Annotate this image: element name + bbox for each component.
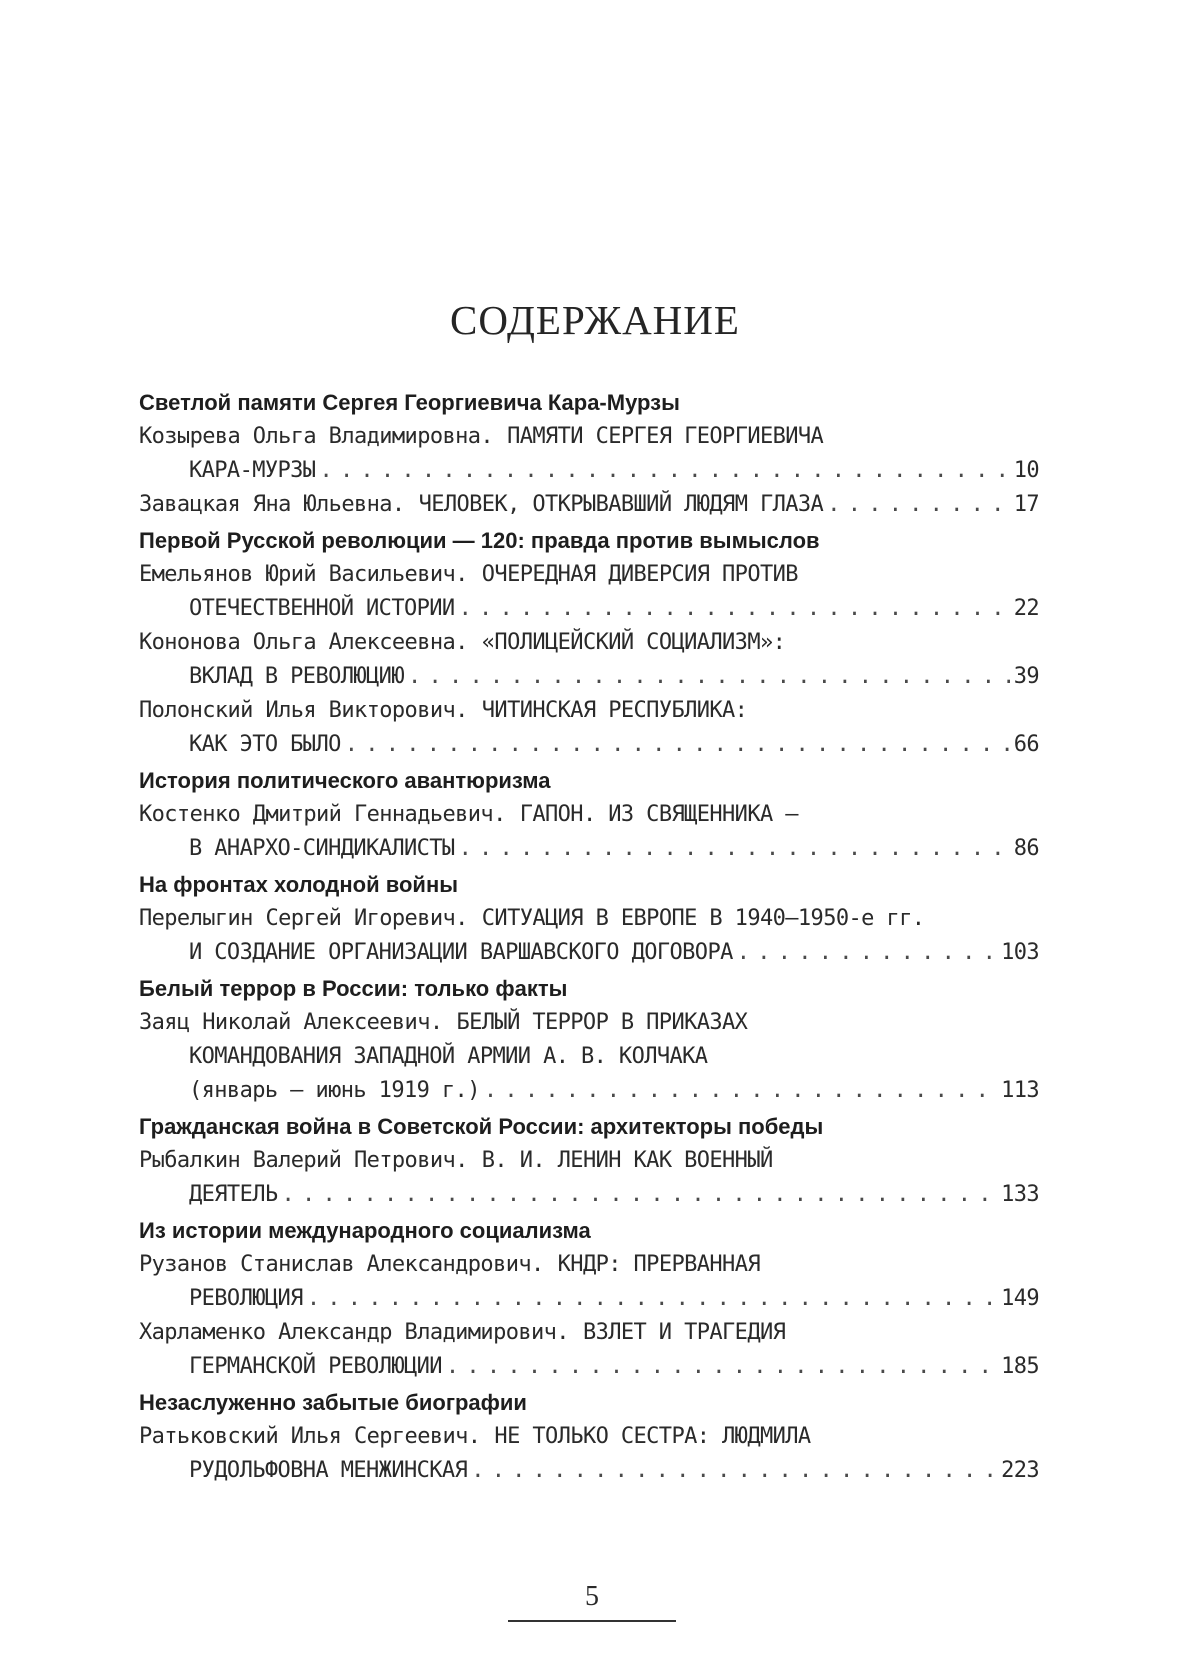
entry-title: КАРА-МУРЗЫ	[189, 458, 316, 483]
entry-line	[139, 1282, 1039, 1316]
table-of-contents	[139, 386, 1039, 1488]
entry-page-number: 86	[1013, 836, 1039, 861]
entry-line	[139, 1144, 1039, 1178]
entry-author: Полонский Илья Викторович.	[139, 698, 468, 723]
toc-section	[139, 764, 1039, 866]
toc-entry	[139, 420, 1039, 488]
toc-entry	[139, 694, 1039, 762]
entry-text	[139, 1252, 760, 1277]
entry-page-number: 66	[1013, 732, 1039, 757]
entry-line	[139, 798, 1039, 832]
toc-entry	[139, 488, 1039, 522]
entry-author: Харламенко Александр Владимирович.	[139, 1320, 569, 1345]
entry-line	[139, 936, 1039, 970]
entry-line	[139, 1178, 1039, 1212]
entry-line	[139, 1316, 1039, 1350]
entry-page-number: 39	[1013, 664, 1039, 689]
entry-line	[139, 728, 1039, 762]
entry-title: ПАМЯТИ СЕРГЕЯ ГЕОРГИЕВИЧА	[507, 424, 824, 449]
toc-section	[139, 524, 1039, 762]
entry-line	[139, 454, 1039, 488]
toc-section	[139, 972, 1039, 1108]
entry-title: (январь — июнь 1919 г.)	[189, 1078, 480, 1103]
toc-section	[139, 1110, 1039, 1212]
entry-title: КОМАНДОВАНИЯ ЗАПАДНОЙ АРМИИ А. В. КОЛЧАКА	[189, 1044, 708, 1069]
section-title: На фронтах холодной войны	[139, 872, 459, 897]
dot-leader	[282, 1178, 998, 1212]
section-title: Из истории международного социализма	[139, 1218, 591, 1243]
entry-text	[189, 660, 404, 694]
entry-title: «ПОЛИЦЕЙСКИЙ СОЦИАЛИЗМ»:	[481, 630, 786, 655]
toc-entry	[139, 558, 1039, 626]
toc-entry	[139, 626, 1039, 694]
entry-line	[139, 488, 1039, 522]
entry-author: Ратьковский Илья Сергеевич.	[139, 1424, 481, 1449]
dot-leader	[459, 592, 1010, 626]
entry-title: ЧИТИНСКАЯ РЕСПУБЛИКА:	[481, 698, 748, 723]
dot-leader	[471, 1454, 997, 1488]
dot-leader	[408, 660, 1010, 694]
entry-title: ВКЛАД В РЕВОЛЮЦИЮ	[189, 664, 404, 689]
toc-section	[139, 1214, 1039, 1384]
entry-line	[139, 1454, 1039, 1488]
entry-text	[189, 1350, 442, 1384]
entry-text	[189, 1282, 303, 1316]
toc-entry	[139, 902, 1039, 970]
entry-line	[139, 1074, 1039, 1108]
section-title: Светлой памяти Сергея Георгиевича Кара-Мурзы	[139, 390, 680, 415]
toc-entry	[139, 798, 1039, 866]
entry-title: И СОЗДАНИЕ ОРГАНИЗАЦИИ ВАРШАВСКОГО ДОГОВОРА	[189, 940, 733, 965]
entry-text	[189, 1074, 480, 1108]
dot-leader	[484, 1074, 997, 1108]
entry-author: Емельянов Юрий Васильевич.	[139, 562, 468, 587]
entry-text	[139, 906, 924, 931]
entry-author: Завацкая Яна Юльевна.	[139, 492, 405, 517]
entry-page-number: 17	[1013, 492, 1039, 517]
dot-leader	[446, 1350, 997, 1384]
entry-text	[189, 454, 315, 488]
section-title: История политического авантюризма	[139, 768, 551, 793]
page-number: 5	[585, 1581, 599, 1612]
entry-line	[139, 592, 1039, 626]
entry-title: В. И. ЛЕНИН КАК ВОЕННЫЙ	[481, 1148, 773, 1173]
entry-author: Перелыгин Сергей Игоревич.	[139, 906, 468, 931]
entry-text	[189, 728, 341, 762]
entry-title: НЕ ТОЛЬКО СЕСТРА: ЛЮДМИЛА	[494, 1424, 811, 1449]
entry-title: СИТУАЦИЯ В ЕВРОПЕ В 1940–1950-е гг.	[481, 906, 925, 931]
entry-line	[139, 420, 1039, 454]
entry-page-number: 113	[1001, 1078, 1039, 1103]
entry-line	[139, 902, 1039, 936]
entry-author: Рыбалкин Валерий Петрович.	[139, 1148, 468, 1173]
section-title: Незаслуженно забытые биографии	[139, 1390, 527, 1415]
entry-line	[139, 1420, 1039, 1454]
entry-text	[189, 1178, 278, 1212]
entry-page-number: 103	[1001, 940, 1039, 965]
section-title: Первой Русской революции — 120: правда против вымыслов	[139, 528, 820, 553]
entry-author: Козырева Ольга Владимировна.	[139, 424, 494, 449]
entry-title: ГАПОН. ИЗ СВЯЩЕННИКА —	[519, 802, 798, 827]
entry-text	[139, 562, 798, 587]
entry-line	[139, 626, 1039, 660]
entry-text	[139, 1010, 747, 1035]
toc-section	[139, 868, 1039, 970]
entry-text	[189, 592, 455, 626]
entry-text	[139, 1320, 785, 1345]
entry-text	[139, 1148, 773, 1173]
entry-author: Кононова Ольга Алексеевна.	[139, 630, 468, 655]
entry-page-number: 149	[1001, 1286, 1039, 1311]
toc-entry	[139, 1316, 1039, 1384]
entry-title: ЧЕЛОВЕК, ОТКРЫВАВШИЙ ЛЮДЯМ ГЛАЗА	[418, 492, 824, 517]
page-footer	[508, 1582, 676, 1622]
entry-line	[139, 660, 1039, 694]
page-title: СОДЕРЖАНИЕ	[450, 297, 740, 343]
entry-page-number: 133	[1001, 1182, 1039, 1207]
entry-page-number: 223	[1001, 1458, 1039, 1483]
dot-leader	[307, 1282, 997, 1316]
toc-entry	[139, 1248, 1039, 1316]
entry-line	[139, 558, 1039, 592]
entry-text	[139, 802, 798, 827]
entry-line	[139, 1040, 1039, 1074]
section-title: Белый террор в России: только факты	[139, 976, 568, 1001]
entry-title: БЕЛЫЙ ТЕРРОР В ПРИКАЗАХ	[456, 1010, 748, 1035]
entry-line	[139, 832, 1039, 866]
entry-text	[189, 1044, 707, 1069]
dot-leader	[319, 454, 1009, 488]
dot-leader	[737, 936, 997, 970]
entry-page-number: 185	[1001, 1354, 1039, 1379]
entry-title: КНДР: ПРЕРВАННАЯ	[557, 1252, 760, 1277]
dot-leader	[827, 488, 1009, 522]
entry-text	[139, 488, 823, 522]
entry-text	[189, 1454, 467, 1488]
entry-title: ВЗЛЕТ И ТРАГЕДИЯ	[582, 1320, 786, 1345]
entry-text	[139, 1424, 811, 1449]
entry-title: ГЕРМАНСКОЙ РЕВОЛЮЦИИ	[189, 1354, 442, 1379]
entry-author: Рузанов Станислав Александрович.	[139, 1252, 544, 1277]
entry-title: ДЕЯТЕЛЬ	[189, 1182, 278, 1207]
entry-page-number: 10	[1013, 458, 1039, 483]
entry-title: КАК ЭТО БЫЛО	[189, 732, 341, 757]
dot-leader	[459, 832, 1010, 866]
entry-text	[139, 698, 747, 723]
entry-title: ОЧЕРЕДНАЯ ДИВЕРСИЯ ПРОТИВ	[481, 562, 798, 587]
entry-author: Костенко Дмитрий Геннадьевич.	[139, 802, 506, 827]
entry-line	[139, 1248, 1039, 1282]
entry-line	[139, 1006, 1039, 1040]
footer-rule	[508, 1620, 676, 1622]
entry-text	[189, 936, 733, 970]
entry-author: Заяц Николай Алексеевич.	[139, 1010, 443, 1035]
entry-line	[139, 1350, 1039, 1384]
entry-text	[139, 424, 823, 449]
entry-line	[139, 694, 1039, 728]
entry-title: РЕВОЛЮЦИЯ	[189, 1286, 303, 1311]
toc-entry	[139, 1006, 1039, 1108]
toc-entry	[139, 1144, 1039, 1212]
entry-title: РУДОЛЬФОВНА МЕНЖИНСКАЯ	[189, 1458, 468, 1483]
entry-title: В АНАРХО-СИНДИКАЛИСТЫ	[189, 836, 455, 861]
toc-section	[139, 1386, 1039, 1488]
entry-page-number: 22	[1013, 596, 1039, 621]
toc-entry	[139, 1420, 1039, 1488]
toc-section	[139, 386, 1039, 522]
dot-leader	[345, 728, 1010, 762]
entry-title: ОТЕЧЕСТВЕННОЙ ИСТОРИИ	[189, 596, 455, 621]
section-title: Гражданская война в Советской России: архитекторы победы	[139, 1114, 824, 1139]
entry-text	[139, 630, 785, 655]
entry-text	[189, 832, 455, 866]
